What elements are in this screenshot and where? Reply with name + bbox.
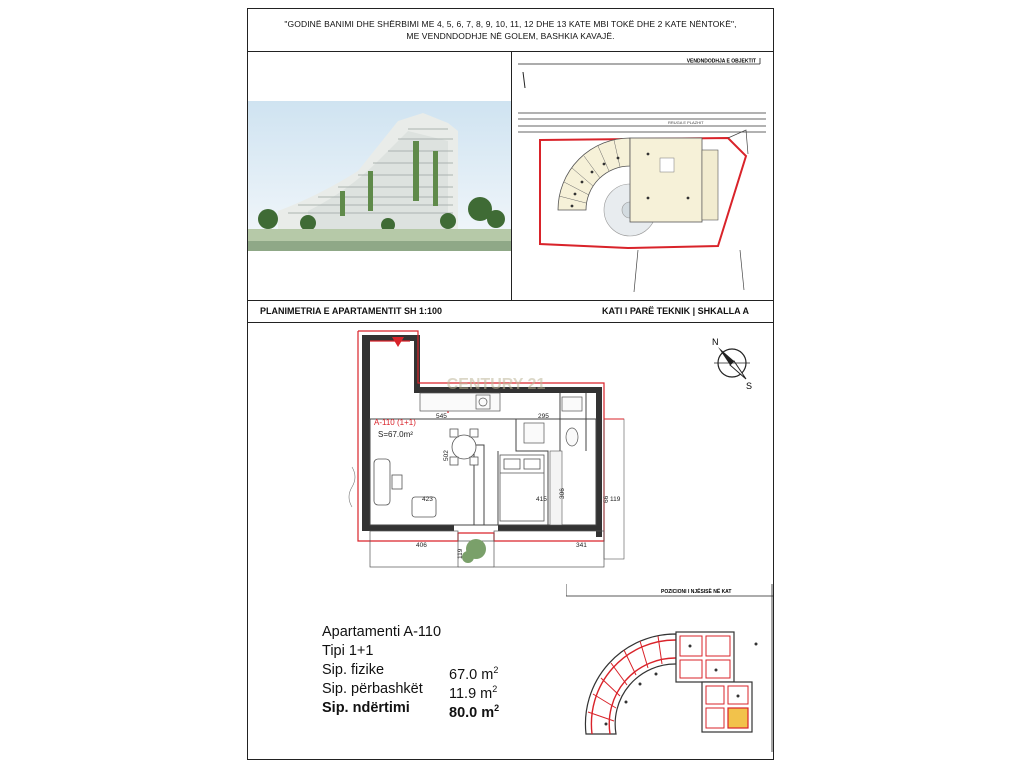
site-location-plan [518, 58, 766, 294]
dim-119-right: 119 [610, 496, 621, 503]
keyplan-title: POZICIONI I NJËSISË NË KAT [661, 589, 732, 595]
floor-title: KATI I PARË TEKNIK | SHKALLA A [601, 306, 749, 316]
compass-south: S [746, 381, 753, 391]
plan-section-title [248, 300, 773, 323]
plan-title: PLANIMETRIA E APARTAMENTIT SH 1:100 [260, 306, 443, 316]
watermark: CENTURY 21 [446, 376, 546, 393]
project-title-line1: "GODINË BANIMI DHE SHËRBIMI ME 4, 5, 6, 7, 8, 9, 10, 11, 12 DHE 13 KATE MBI TOKË DHE 2 KATE NËNTOKË", [284, 19, 737, 29]
dim-341: 341 [576, 542, 587, 549]
area-row-physical [322, 661, 512, 683]
compass-north: N [712, 337, 719, 347]
unit-position-keyplan [566, 584, 773, 752]
dim-66: 66 [603, 495, 610, 503]
area-value: 67.0 $m^2$ [449, 665, 499, 683]
dim-502: 502 [443, 450, 450, 461]
drawing-sheet [247, 8, 774, 760]
area-row-total [322, 699, 512, 721]
unit-label: A-110 (1+1) [374, 418, 416, 427]
road-label: RRUGA E PLAZHIT [668, 120, 704, 125]
area-label: Sip. përbashkët [322, 681, 423, 697]
apartment-info [322, 623, 512, 721]
top-row [248, 52, 773, 301]
dim-306: 306 [559, 488, 566, 499]
area-value: 11.9 $m^2$ [449, 684, 498, 702]
apartment-title: Apartamenti A-110 [322, 624, 442, 640]
project-header [248, 9, 773, 52]
apartment-type: Tipi 1+1 [322, 643, 374, 659]
north-compass [708, 335, 756, 391]
project-title-line2: ME VENDNDODHJE NË GOLEM, BASHKIA KAVAJË. [406, 31, 615, 41]
dim-545: 545 [436, 413, 447, 420]
unit-area-label: S=67.0m² [378, 430, 413, 439]
dim-295: 295 [538, 413, 549, 420]
vertical-divider [511, 52, 512, 300]
dim-119-bottom: 119 [457, 548, 464, 559]
dim-423: 423 [422, 496, 433, 503]
site-plan-title: VENDNDODHJA E OBJEKTIT [686, 58, 756, 65]
building-render [248, 101, 511, 251]
dim-415: 415 [536, 496, 547, 503]
area-value: 80.0 $m^2$ [449, 703, 500, 721]
apartment-floor-plan [348, 327, 648, 574]
area-label: Sip. ndërtimi [322, 700, 410, 716]
dim-406: 406 [416, 542, 427, 549]
area-row-common [322, 680, 512, 702]
area-label: Sip. fizike [322, 662, 385, 678]
